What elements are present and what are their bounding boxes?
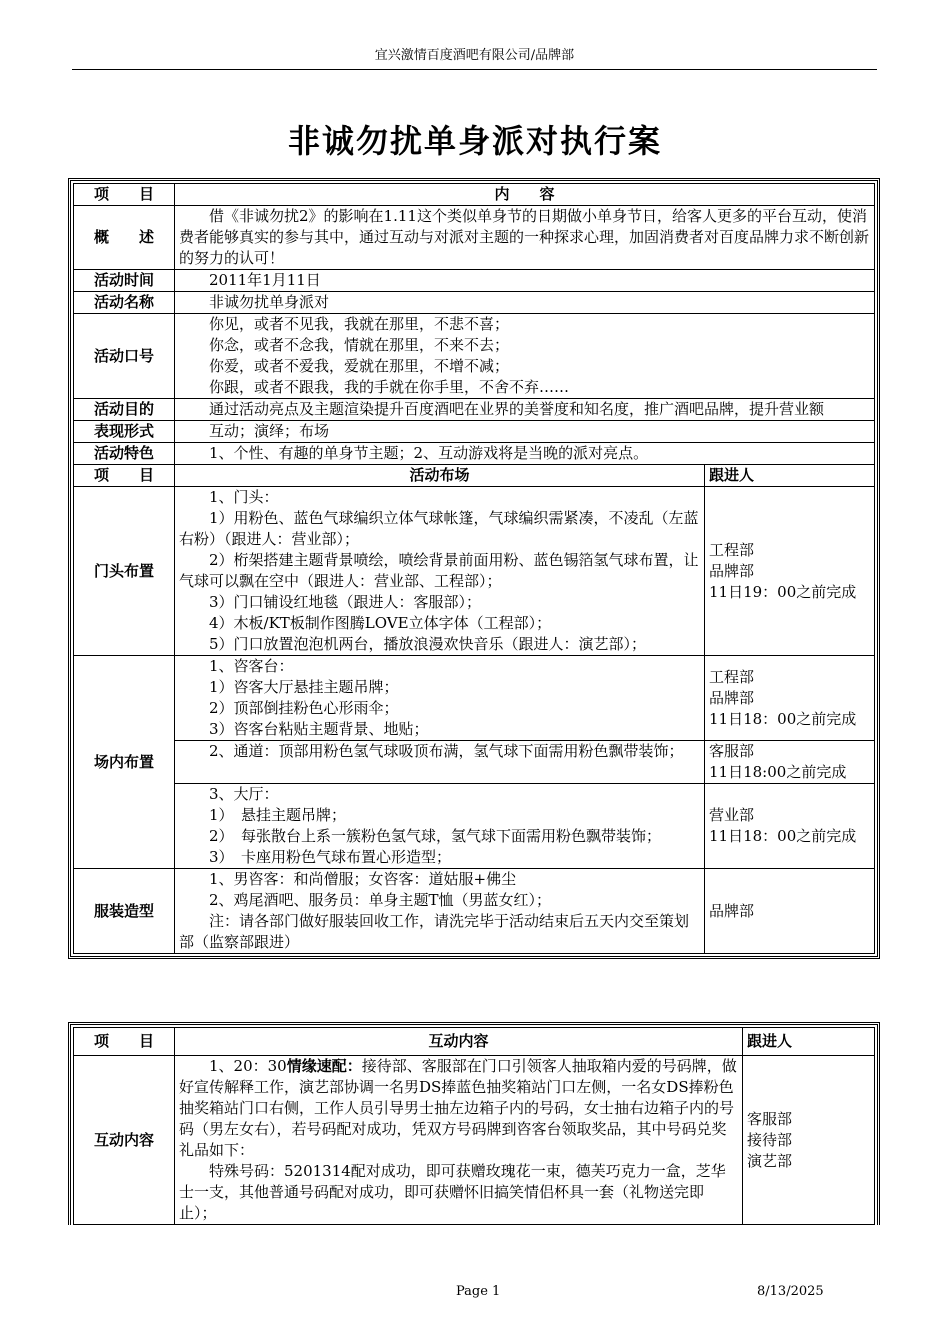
costume-line: 注：请各部门做好服装回收工作，请洗完毕于活动结束后五天内交至策划部（监察部跟进） [179, 912, 690, 951]
feature-label: 活动特色 [74, 443, 175, 465]
door-line: 5）门口放置泡泡机两台，播放浪漫欢快音乐（跟进人：演艺部）； [209, 635, 647, 653]
reception-line: 3）咨客台粘贴主题背景、地贴； [209, 720, 429, 738]
hall-line: 3、大厅： [209, 785, 279, 803]
overview-row [74, 206, 875, 270]
reception-owner [705, 656, 875, 741]
owner-line: 11日18:00之前完成 [709, 763, 847, 781]
interaction-col-item: 项 目 [74, 1028, 175, 1056]
purpose-label: 活动目的 [74, 399, 175, 421]
name-value: 非诚勿扰单身派对 [175, 292, 875, 314]
costume-row [74, 869, 875, 954]
slogan-line: 你跟，或者不跟我，我的手就在你手里，不舍不弃…… [209, 378, 570, 396]
feature-value: 1、个性、有趣的单身节主题；2、互动游戏将是当晚的派对亮点。 [175, 443, 875, 465]
form-label: 表现形式 [74, 421, 175, 443]
col-item-header: 项 目 [74, 184, 175, 206]
interaction-owner [743, 1056, 875, 1225]
page-header: 宜兴激情百度酒吧有限公司/品牌部 [72, 44, 877, 70]
owner-line: 营业部 [709, 806, 755, 824]
col-content-header: 内 容 [175, 184, 875, 206]
page-number: Page 1 [456, 1284, 501, 1299]
interaction-para-1 [179, 1056, 738, 1161]
slogan-label: 活动口号 [74, 314, 175, 399]
hall-line: 2） 每张散台上系一簇粉色氢气球，氢气球下面需用粉色飘带装饰； [209, 827, 662, 845]
slogan-row [74, 314, 875, 399]
interaction-time: 1、20：30 [209, 1057, 287, 1075]
interaction-title: 情缘速配： [286, 1057, 362, 1075]
door-line: 4）木板/KT板制作图腾LOVE立体字体（工程部）； [209, 614, 552, 632]
interaction-row [74, 1056, 875, 1225]
aisle-owner [705, 741, 875, 784]
hall-line: 1） 悬挂主题吊牌； [209, 806, 347, 824]
owner-line: 品牌部 [709, 561, 755, 580]
sub-col-item-header: 项 目 [74, 465, 175, 487]
interaction-text [175, 1056, 743, 1225]
name-label: 活动名称 [74, 292, 175, 314]
plan-table-frame [68, 178, 880, 959]
overview-label: 概 述 [74, 206, 175, 270]
purpose-row [74, 399, 875, 421]
owner-line: 11日19：00之前完成 [709, 582, 857, 601]
reception-text [175, 656, 705, 741]
costume-line: 2、鸡尾酒吧、服务员：单身主题T恤（男蓝女红）； [209, 891, 552, 909]
interaction-table [73, 1027, 875, 1225]
interaction-para-2: 特殊号码：5201314配对成功，即可获赠玫瑰花一束，德芙巧克力一盒，芝华士一支，其他普通号码配对成功，即可获赠怀旧搞笑情侣杯具一套（礼物送完即止）； [179, 1162, 726, 1222]
sub-col-owner-header: 跟进人 [705, 465, 875, 487]
interaction-body: 接待部、客服部在门口引领客人抽取箱内爱的号码牌，做好宣传解释工作，演艺部协调一名男DS捧蓝色抽奖箱站门口左侧，一名女DS捧粉色抽奖箱站门口右侧，工作人员引导男士抽左边箱子内的号码，女士抽右边箱子内的号码（男左女右），若号码配对成功，凭双方号码牌到咨客台领取奖品，其中号码兑奖礼品如下： [179, 1057, 737, 1159]
costume-owner: 品牌部 [705, 869, 875, 954]
owner-line: 接待部 [747, 1130, 793, 1149]
overview-text: 借《非诚勿扰2》的影响在1.11这个类似单身节的日期做小单身节日，给客人更多的平台互动，使消费者能够真实的参与其中，通过互动与对派对主题的一种探求心理，加固消费者对百度品牌力求不断创新的努力的认可！ [175, 206, 875, 270]
hall-owner [705, 784, 875, 869]
form-row [74, 421, 875, 443]
door-line: 2）桁架搭建主题背景喷绘，喷绘背景前面用粉、蓝色锡箔氢气球布置，让气球可以飘在空中（跟进人：营业部、工程部）； [179, 551, 699, 590]
owner-line: 11日18：00之前完成 [709, 827, 857, 845]
venue-label: 场内布置 [74, 656, 175, 869]
interaction-header-row [74, 1028, 875, 1056]
hall-line: 3） 卡座用粉色气球布置心形造型； [209, 848, 452, 866]
slogan-line: 你爱，或者不爱我，爱就在那里，不增不减； [209, 357, 510, 375]
costume-text [175, 869, 705, 954]
costume-line: 1、男咨客：和尚僧服；女咨客：道姑服+佛尘 [209, 870, 517, 888]
door-label: 门头布置 [74, 487, 175, 656]
time-row [74, 270, 875, 292]
interaction-table-frame [68, 1022, 880, 1225]
feature-row [74, 443, 875, 465]
owner-line: 客服部 [709, 742, 755, 760]
costume-label: 服装造型 [74, 869, 175, 954]
slogan-line: 你见，或者不见我，我就在那里，不悲不喜； [209, 315, 510, 333]
venue-hall-row [74, 784, 875, 869]
reception-line: 1、咨客台： [209, 657, 294, 675]
owner-line: 品牌部 [709, 688, 755, 707]
purpose-text: 通过活动亮点及主题渲染提升百度酒吧在业界的美誉度和知名度，推广酒吧品牌，提升营业额 [175, 399, 875, 421]
layout-header-row [74, 465, 875, 487]
venue-reception-row [74, 656, 875, 741]
door-line: 3）门口铺设红地毯（跟进人：客服部）； [209, 593, 482, 611]
door-text [175, 487, 705, 656]
name-row [74, 292, 875, 314]
slogan-line: 你念，或者不念我，情就在那里，不来不去； [209, 336, 510, 354]
footer-date: 8/13/2025 [757, 1284, 824, 1299]
door-line: 1）用粉色、蓝色气球编织立体气球帐篷，气球编织需紧凑，不凌乱（左蓝右粉）（跟进人：营业部）； [179, 509, 699, 548]
door-line: 1、门头： [209, 488, 279, 506]
hall-text [175, 784, 705, 869]
reception-line: 1）咨客大厅悬挂主题吊牌； [209, 678, 399, 696]
door-owner [705, 487, 875, 656]
owner-line: 客服部 [747, 1109, 793, 1128]
plan-table [73, 183, 875, 954]
time-label: 活动时间 [74, 270, 175, 292]
sub-col-layout-header: 活动布场 [175, 465, 705, 487]
owner-line: 工程部 [709, 667, 755, 686]
owner-line: 演艺部 [747, 1151, 793, 1170]
door-row [74, 487, 875, 656]
reception-line: 2）顶部倒挂粉色心形雨伞； [209, 699, 399, 717]
aisle-text: 2、通道：顶部用粉色氢气球吸顶布满，氢气球下面需用粉色飘带装饰； [175, 741, 705, 784]
slogan-text [175, 314, 875, 399]
form-value: 互动；演绎；布场 [175, 421, 875, 443]
page-title: 非诚勿扰单身派对执行案 [287, 122, 662, 160]
owner-line: 工程部 [709, 540, 755, 559]
venue-aisle-row [74, 741, 875, 784]
interaction-col-owner: 跟进人 [743, 1028, 875, 1056]
table-header-row [74, 184, 875, 206]
time-value: 2011年1月11日 [175, 270, 875, 292]
owner-line: 11日18：00之前完成 [709, 709, 857, 728]
interaction-label: 互动内容 [74, 1056, 175, 1225]
interaction-col-content: 互动内容 [175, 1028, 743, 1056]
